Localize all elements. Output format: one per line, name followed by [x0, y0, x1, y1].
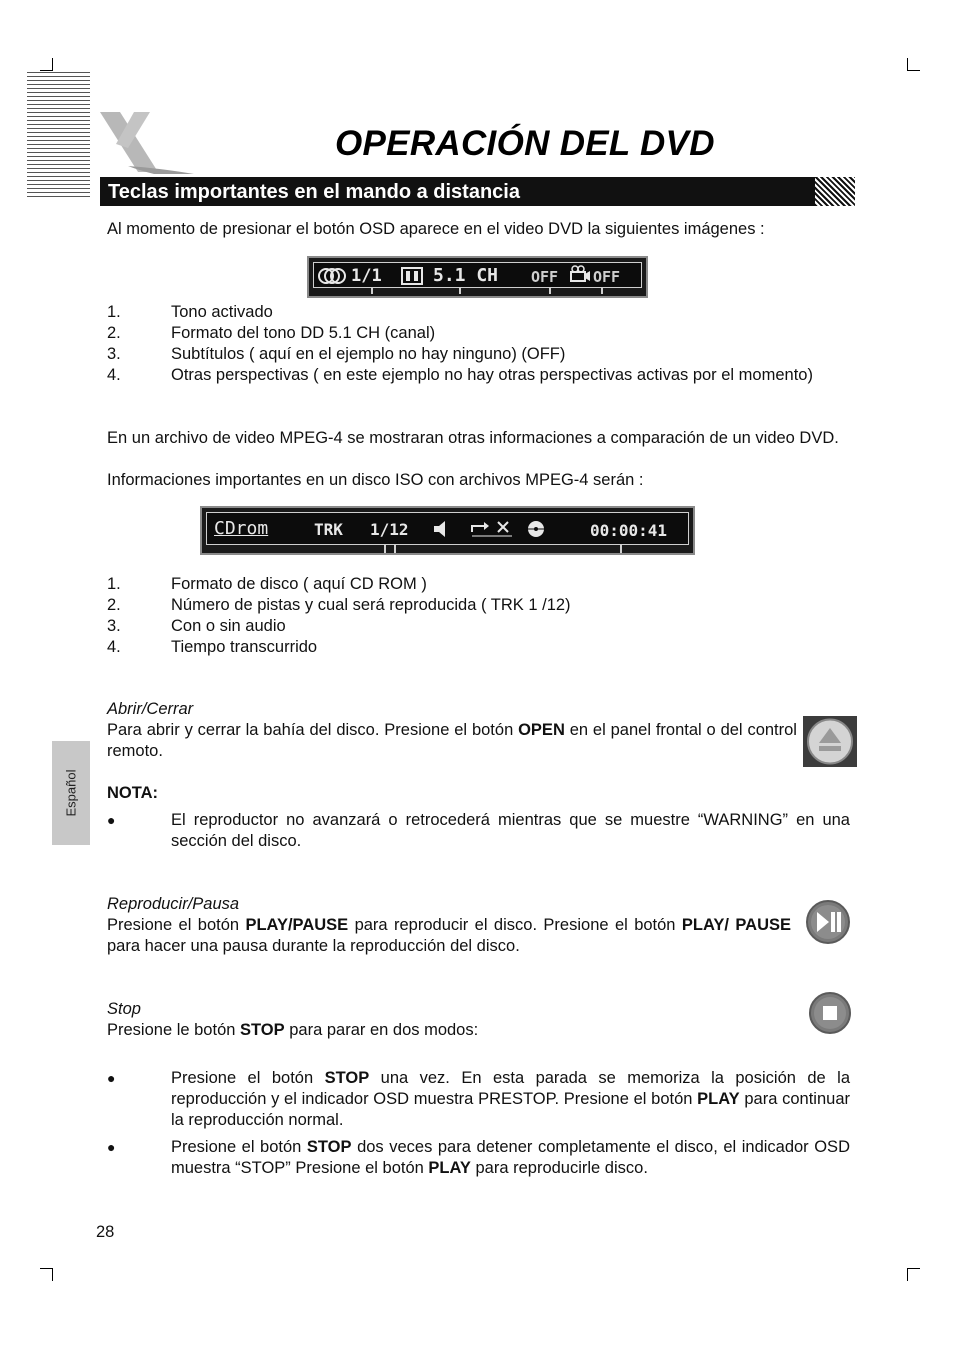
stop-bullet-2 — [171, 1137, 850, 1179]
stop-b2-bold-1: STOP — [306, 1138, 352, 1156]
camera-angle-icon — [569, 265, 591, 283]
list-text: Con o sin audio — [171, 617, 286, 635]
list-text: Otras perspectivas ( en este ejemplo no hay otras perspectivas activas por el momento) — [171, 366, 813, 384]
osd-mpeg-tick-2 — [394, 545, 396, 553]
open-heading: Abrir/Cerrar — [107, 700, 194, 718]
stop-icon — [808, 991, 852, 1035]
crop-mark-top-left — [40, 58, 53, 71]
osd-angle-state: OFF — [593, 268, 621, 286]
play-text-3: para hacer una pausa durante la reproducción del disco. — [107, 937, 520, 955]
note-bullet-text: El reproductor no avanzará o retrocederá mientras que se muestre “WARNING” en una sección del disco. — [171, 811, 850, 850]
note-label: NOTA: — [107, 784, 159, 802]
bullet-icon: ● — [107, 1139, 116, 1155]
list-text: Formato de disco ( aquí CD ROM ) — [171, 575, 427, 593]
language-side-tab — [52, 741, 90, 845]
list-text: Subtítulos ( aquí en el ejemplo no hay ninguno) (OFF) — [171, 345, 566, 363]
osd-dvd-tick-3 — [549, 287, 551, 294]
osd-subtitle-value: OFF — [531, 268, 559, 286]
osd-audio-value: 5.1 CH — [433, 265, 499, 286]
bullet-icon: ● — [107, 812, 116, 828]
play-pause-icon — [805, 899, 851, 945]
logo-x-icon — [98, 108, 198, 176]
stop-b1-text-3: para continuar la reproducción normal. — [171, 1090, 850, 1129]
stop-b1-bold-1: STOP — [324, 1069, 370, 1087]
section-header-bar — [100, 177, 855, 206]
osd-dvd-tick-4 — [601, 287, 603, 294]
crop-mark-bottom-left — [40, 1268, 53, 1281]
list-number: 4. — [107, 638, 121, 656]
play-heading: Reproducir/Pausa — [107, 895, 240, 913]
list-number: 4. — [107, 366, 121, 384]
audio-track-icon — [318, 266, 348, 286]
mpeg-paragraph-2: Informaciones importantes en un disco ISO con archivos MPEG-4 serán : — [107, 471, 644, 489]
section-title: Teclas importantes en el mando a distancia — [108, 181, 520, 203]
stop-b2-text-1: Presione el botón — [171, 1138, 307, 1156]
stop-b2-text-2: dos veces para detener completamente el disco, el indicador OSD muestra “STOP” Presione el botón — [171, 1138, 850, 1177]
mpeg-paragraph-1: En un archivo de video MPEG-4 se mostraran otras informaciones a comparación de un video DVD. — [107, 429, 839, 447]
list-text: Tiempo transcurrido — [171, 638, 318, 656]
osd-mpeg-image — [200, 506, 695, 555]
osd-dvd-tick-1 — [371, 287, 373, 294]
stop-b2-text-3: para reproducirle disco. — [470, 1159, 648, 1177]
page-number: 28 — [96, 1223, 115, 1241]
list-number: 2. — [107, 324, 121, 342]
open-text-a: Para abrir y cerrar la bahía del disco. Presione el botón — [107, 721, 519, 739]
stop-heading: Stop — [107, 1000, 141, 1018]
play-text-2: para reproducir el disco. Presione el botón — [348, 916, 682, 934]
list-number: 1. — [107, 303, 121, 321]
stop-b1-bold-2: PLAY — [697, 1090, 740, 1108]
open-paragraph — [107, 720, 797, 762]
stop-text-2: para parar en dos modos: — [284, 1021, 479, 1039]
osd-dvd-image — [307, 256, 648, 298]
osd-mpeg-tick-3 — [620, 545, 622, 553]
crop-mark-bottom-right — [907, 1268, 920, 1281]
page-title: OPERACIÓN DEL DVD — [335, 124, 715, 163]
list-text: Formato del tono DD 5.1 CH (canal) — [171, 324, 436, 342]
play-text-1: Presione el botón — [107, 916, 246, 934]
stop-paragraph — [107, 1020, 478, 1041]
disc-icon — [525, 520, 547, 538]
repeat-off-icon — [470, 518, 514, 538]
list-number: 1. — [107, 575, 121, 593]
language-side-label: Español — [63, 769, 79, 817]
crop-mark-top-right — [907, 58, 920, 71]
stop-b1-text-1: Presione el botón — [171, 1069, 325, 1087]
language-side-label-wrap — [52, 741, 90, 845]
open-bold: OPEN — [518, 721, 565, 739]
stop-bold-1: STOP — [240, 1021, 285, 1039]
section-bar-pattern — [815, 177, 855, 206]
intro-text: Al momento de presionar el botón OSD aparece en el video DVD la siguientes imágenes : — [107, 220, 765, 238]
stop-b2-bold-2: PLAY — [428, 1159, 471, 1177]
osd-trk-label: TRK — [314, 520, 343, 539]
header-stripes — [27, 72, 90, 200]
list-number: 2. — [107, 596, 121, 614]
list-number: 3. — [107, 617, 121, 635]
stop-text-1: Presione le botón — [107, 1021, 241, 1039]
osd-disc-type: CDrom — [214, 518, 269, 539]
eject-icon — [803, 716, 857, 767]
open-text-b: en el panel frontal o del control remoto. — [107, 721, 797, 760]
osd-time: 00:00:41 — [590, 521, 668, 540]
speaker-icon — [432, 520, 454, 538]
osd-dvd-tick-2 — [459, 287, 461, 294]
osd-mpeg-tick-1 — [384, 545, 386, 553]
osd-angle-value: 1/1 — [351, 266, 382, 286]
dolby-icon — [401, 267, 423, 285]
bullet-icon: ● — [107, 1070, 116, 1086]
play-bold-2: PLAY/ PAUSE — [681, 916, 791, 934]
stop-bullet-1 — [171, 1068, 850, 1131]
play-paragraph — [107, 915, 791, 957]
play-bold-1: PLAY/PAUSE — [245, 916, 349, 934]
list-number: 3. — [107, 345, 121, 363]
list-text: Tono activado — [171, 303, 273, 321]
stop-b1-text-2: una vez. En esta parada se memoriza la posición de la reproducción y el indicador OSD muestra PRESTOP. Presione el botón — [171, 1069, 850, 1108]
list-text: Número de pistas y cual será reproducida ( TRK 1 /12) — [171, 596, 571, 614]
osd-trk-value: 1/12 — [370, 520, 409, 539]
